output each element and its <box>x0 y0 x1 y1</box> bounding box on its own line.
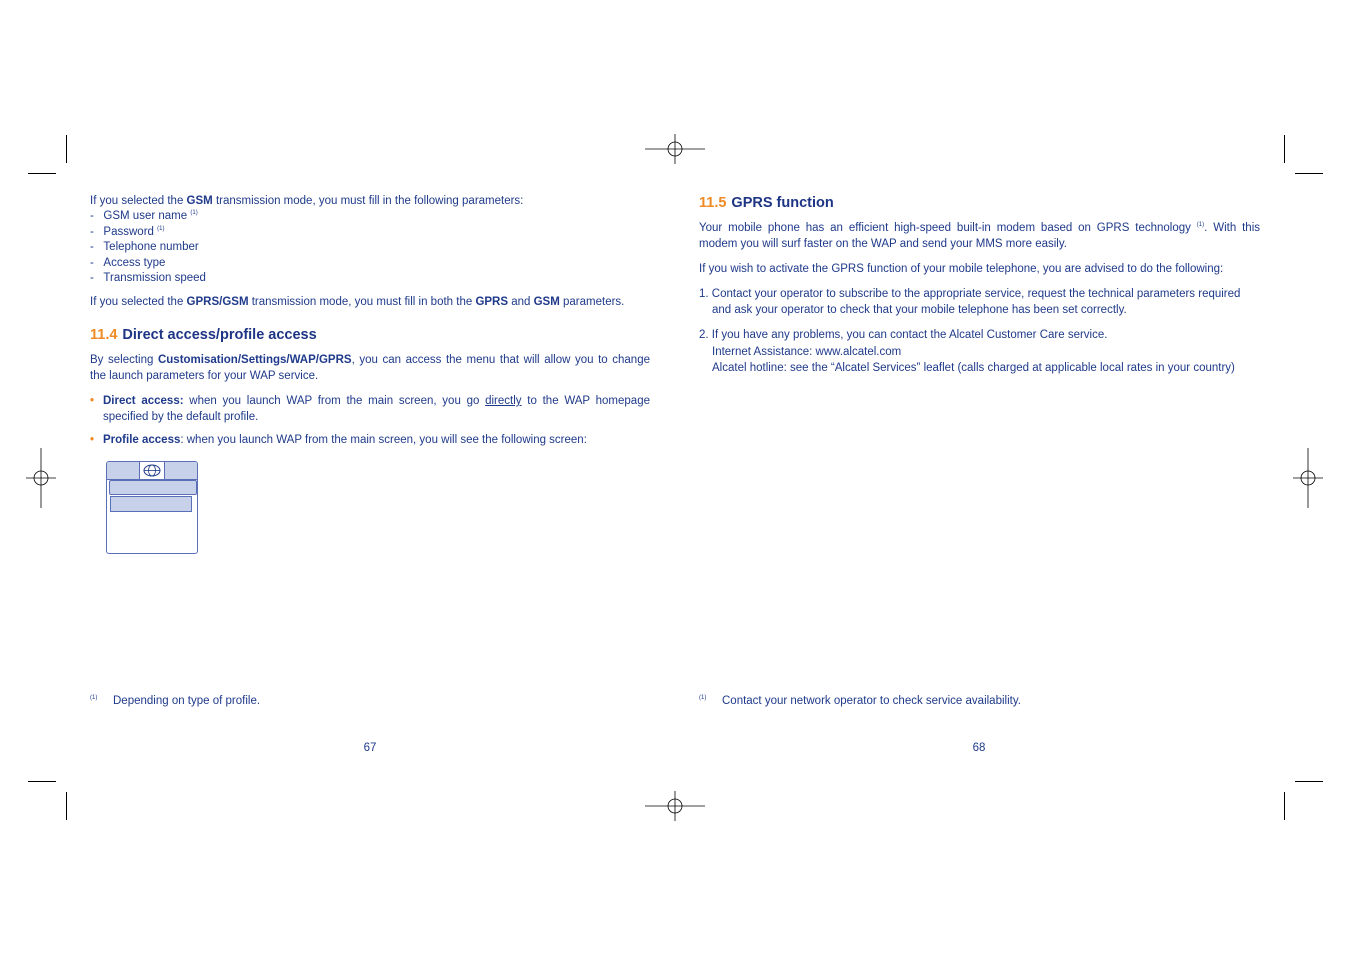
gsm-parameter-list <box>90 209 650 287</box>
registration-mark-left <box>26 448 56 508</box>
activate-paragraph: If you wish to activate the GPRS function of your mobile telephone, you are advised to do the following: <box>699 263 1224 275</box>
list-item: - Telephone number <box>90 241 199 253</box>
section-heading-11-4: 11.4 Direct access/profile access <box>90 327 317 343</box>
footnote-left: (1) Depending on type of profile. <box>90 695 261 707</box>
list-item: - Transmission speed <box>90 272 206 284</box>
bullet-profile-access: • Profile access: when you launch WAP from the main screen, you will see the following screen: <box>90 434 587 446</box>
list-item: - Access type <box>90 256 166 269</box>
phone-screen-illustration <box>106 461 198 554</box>
page-number-68: 68 <box>972 742 986 754</box>
alcatel-hotline: Alcatel hotline: see the “Alcatel Services” leaflet (calls charged at applicable local rates in your country) <box>712 362 1235 374</box>
list-item: - Password $^{(1)}$ <box>90 225 165 238</box>
phone-menu-item-highlight[interactable] <box>110 496 192 512</box>
bullet-direct-access: • Direct access: when you launch WAP from the main screen, you go directly to the WAP homepage specified by the default profile. <box>90 395 650 423</box>
step-2: 2. If you have any problems, you can contact the Alcatel Customer Care service. <box>699 329 1108 341</box>
section-heading-11-5: 11.5 GPRS function <box>699 195 834 211</box>
internet-assistance: Internet Assistance: www.alcatel.com <box>712 346 902 358</box>
phone-title-bar <box>109 480 197 495</box>
registration-mark-bottom <box>645 791 705 821</box>
gsm-intro: If you selected the GSM transmission mode, you must fill in the following parameters: <box>90 195 524 207</box>
registration-mark-right <box>1293 448 1323 508</box>
globe-wap-icon <box>143 464 161 477</box>
step-1: 1. Contact your operator to subscribe to the appropriate service, request the technical parameters required and ask your operator to check that your mobile telephone has been set correctly. <box>699 288 1241 316</box>
registration-mark-top <box>645 134 705 164</box>
gprs-gsm-paragraph: If you selected the GPRS/GSM transmission mode, you must fill in both the GPRS and GSM parameters. <box>90 296 625 308</box>
footnote-right: (1) Contact your network operator to check service availability. <box>699 695 1021 707</box>
selecting-paragraph: By selecting Customisation/Settings/WAP/GPRS, you can access the menu that will allow you to change the launch parameters for your WAP service. <box>90 354 650 382</box>
list-item: - GSM user name $^{(1)}$ <box>90 210 198 222</box>
gprs-intro-paragraph: Your mobile phone has an efficient high-speed built-in modem based on GPRS technology $^{(1)}$. With this modem you will surf faster on the WAP and send your MMS more easily. <box>699 222 1260 250</box>
page-number-67: 67 <box>363 742 377 754</box>
